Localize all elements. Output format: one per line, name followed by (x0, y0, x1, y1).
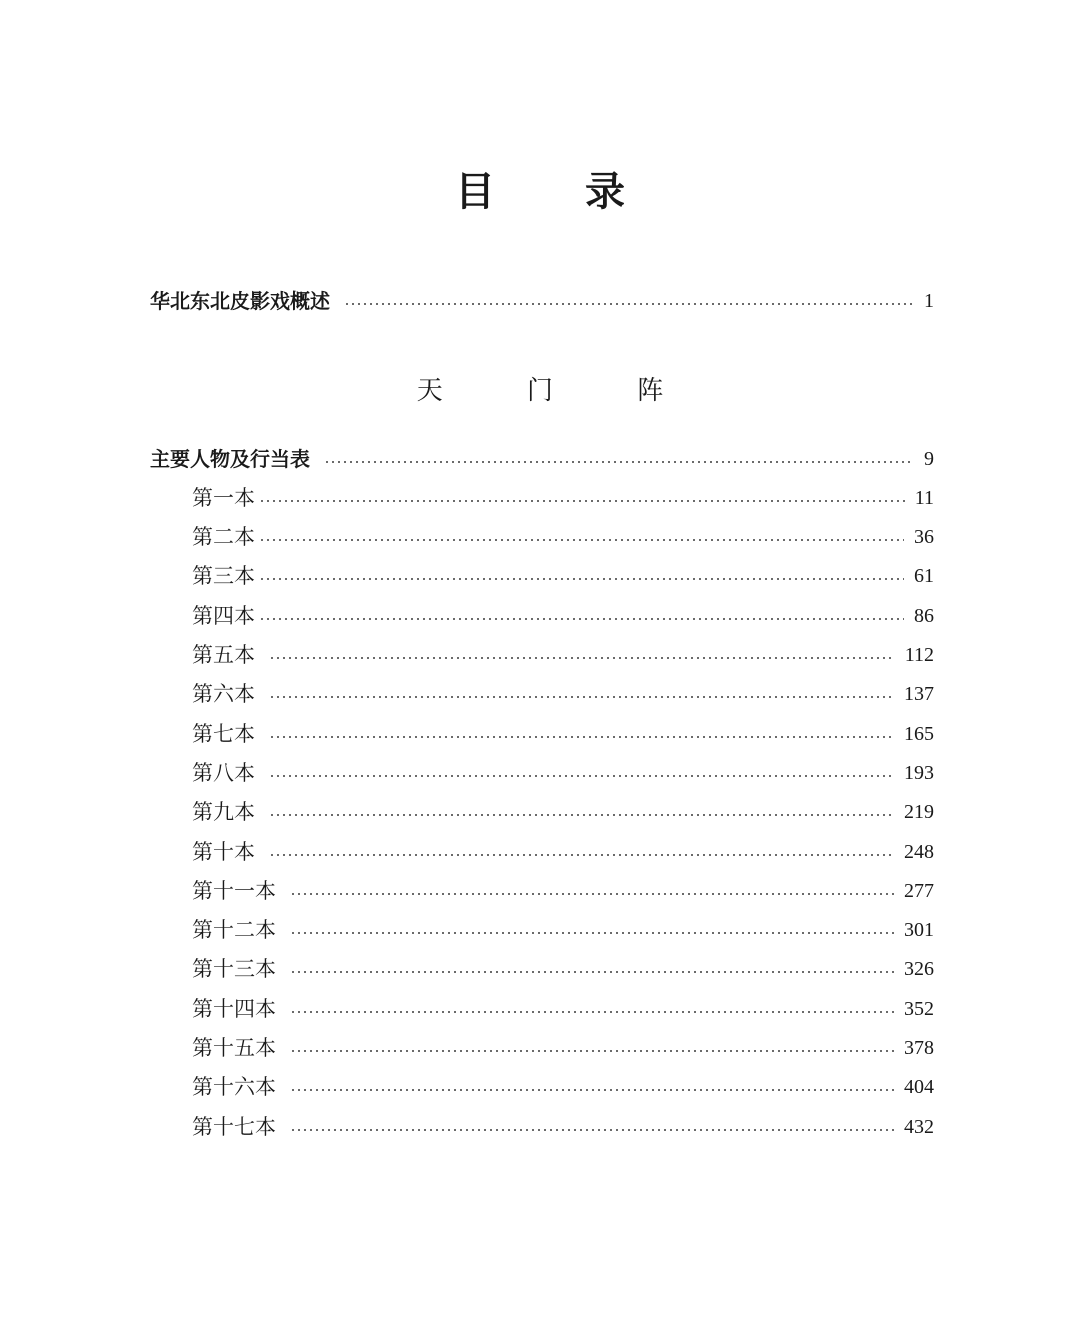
dot-leader (269, 696, 894, 698)
toc-entry-page: 432 (904, 1116, 934, 1138)
toc-entry-chapter[interactable] (192, 796, 934, 828)
toc-entry-chapter[interactable] (192, 600, 934, 632)
dot-leader (269, 657, 895, 659)
toc-entry-page: 193 (904, 762, 934, 784)
toc-entry-chapter[interactable] (192, 757, 934, 789)
toc-entry-chapter[interactable] (192, 560, 934, 592)
toc-entry-label: 主要人物及行当表 (150, 447, 310, 471)
toc-entry-label: 第十六本 (192, 1075, 276, 1099)
toc-entry-page: 404 (904, 1076, 934, 1098)
dot-leader (290, 893, 894, 895)
toc-entry-page: 352 (904, 998, 934, 1020)
toc-entry-page: 9 (924, 448, 934, 470)
toc-entry-label: 第五本 (192, 643, 255, 667)
toc-entry-label: 华北东北皮影戏概述 (150, 289, 330, 313)
toc-entry-label: 第二本 (192, 525, 255, 549)
toc-entry-page: 36 (914, 526, 934, 548)
toc-entry-page: 378 (904, 1037, 934, 1059)
dot-leader (324, 461, 914, 463)
dot-leader (290, 1089, 894, 1091)
toc-entry-label: 第十四本 (192, 997, 276, 1021)
toc-entry-page: 61 (914, 565, 934, 587)
toc-entry-page: 112 (904, 644, 934, 666)
toc-entry-page: 165 (904, 723, 934, 745)
toc-entry-chapter[interactable] (192, 639, 934, 671)
toc-entry-chapter[interactable] (192, 678, 934, 710)
dot-leader (269, 854, 894, 856)
toc-entry-chapter[interactable] (192, 836, 934, 868)
toc-entry-chapter[interactable] (192, 993, 934, 1025)
toc-entry-label: 第四本 (192, 604, 255, 628)
toc-entry-intro[interactable] (150, 285, 934, 317)
toc-entry-chapter[interactable] (192, 1032, 934, 1064)
toc-entry-page: 277 (904, 880, 934, 902)
toc-entry-chapter[interactable] (192, 482, 934, 514)
dot-leader (290, 1050, 894, 1052)
page-title: 目 录 (455, 168, 663, 215)
dot-leader (269, 775, 894, 777)
toc-entry-label: 第十五本 (192, 1036, 276, 1060)
dot-leader (259, 539, 904, 541)
dot-leader (290, 932, 894, 934)
toc-entry-page: 301 (904, 919, 934, 941)
toc-entry-label: 第十本 (192, 840, 255, 864)
toc-entry-page: 11 (914, 487, 934, 509)
toc-entry-chapter[interactable] (192, 1111, 934, 1143)
toc-entry-label: 第八本 (192, 761, 255, 785)
toc-entry-label: 第十一本 (192, 879, 276, 903)
toc-entry-label: 第一本 (192, 486, 255, 510)
toc-entry-page: 219 (904, 801, 934, 823)
dot-leader (290, 1129, 894, 1131)
toc-entry-label: 第六本 (192, 682, 255, 706)
toc-entry-label: 第七本 (192, 722, 255, 746)
toc-entry-chapter[interactable] (192, 953, 934, 985)
toc-entry-page: 248 (904, 841, 934, 863)
toc-entry-chapter[interactable] (192, 875, 934, 907)
dot-leader (290, 971, 894, 973)
toc-entry-chapter[interactable] (192, 1071, 934, 1103)
toc-entry-label: 第十七本 (192, 1115, 276, 1139)
dot-leader (259, 578, 904, 580)
dot-leader (269, 736, 894, 738)
dot-leader (344, 303, 914, 305)
toc-entry-label: 第三本 (192, 564, 255, 588)
dot-leader (259, 500, 905, 502)
dot-leader (259, 618, 904, 620)
toc-entry-label: 第十二本 (192, 918, 276, 942)
toc-entry-chapter[interactable] (192, 521, 934, 553)
dot-leader (290, 1011, 894, 1013)
toc-entry-chapter[interactable] (192, 914, 934, 946)
toc-entry-label: 第九本 (192, 800, 255, 824)
toc-entry-page: 1 (924, 290, 934, 312)
toc-entry-page: 86 (914, 605, 934, 627)
toc-entry-label: 第十三本 (192, 957, 276, 981)
toc-entry-page: 137 (904, 683, 934, 705)
toc-entry-characters[interactable] (150, 443, 934, 475)
section-title: 天 门 阵 (416, 376, 702, 406)
toc-entry-chapter[interactable] (192, 718, 934, 750)
dot-leader (269, 814, 894, 816)
toc-entry-page: 326 (904, 958, 934, 980)
